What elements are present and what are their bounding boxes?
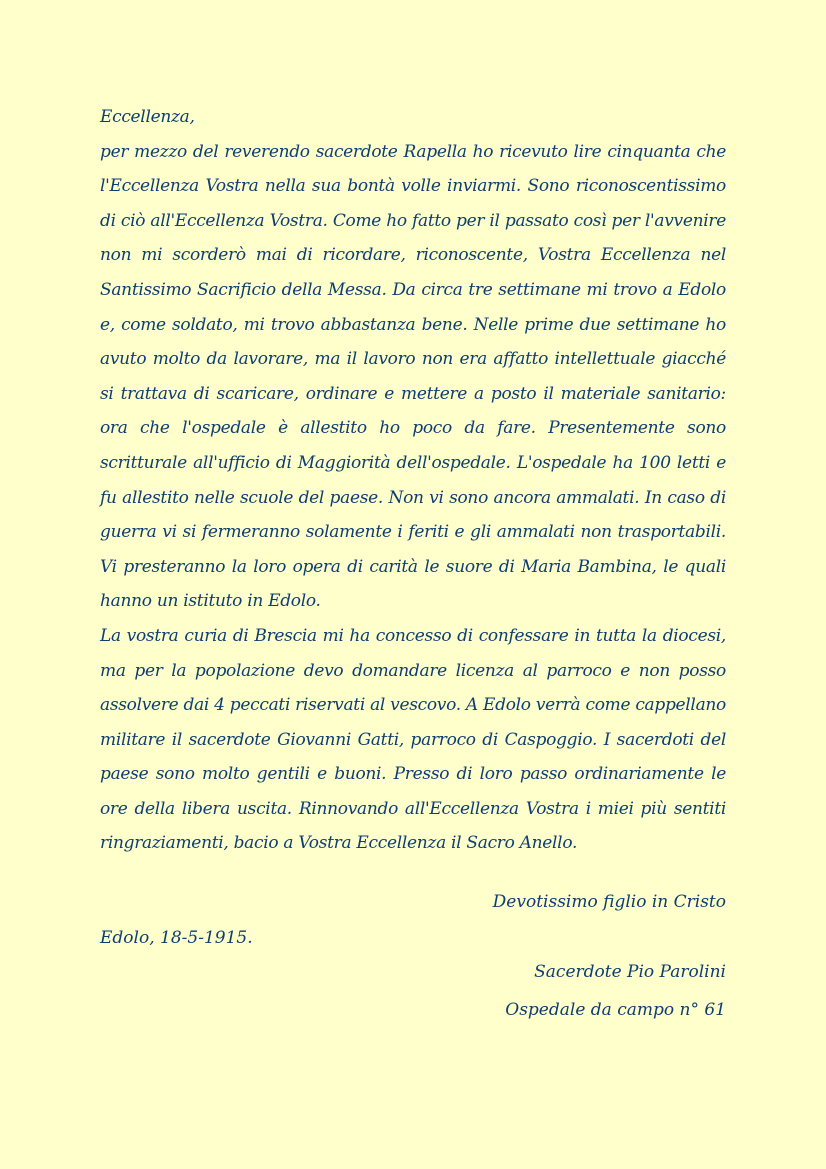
signature: Sacerdote Pio Parolini [534,962,726,982]
letter-body [100,100,726,861]
closing-formula: Devotissimo figlio in Cristo [492,892,726,912]
unit-line: Ospedale da campo n° 61 [505,1000,726,1020]
paragraph-2: La vostra curia di Brescia mi ha concesso di confessare in tutta la diocesi, ma per la popolazione devo domandare licenza al parroco e non posso assolvere dai 4 peccati riservati al vescovo. A Edolo verrà come cappellano militare il sacerdote Giovanni Gatti, parroco di Caspoggio. I sacerdoti del paese sono molto gentili e buoni. Presso di loro passo ordinariamente le ore della libera uscita. Rinnovando all'Eccellenza Vostra i miei più sentiti ringraziamenti, bacio a Vostra Eccellenza il Sacro Anello. [100,625,726,854]
paragraph-1: per mezzo del reverendo sacerdote Rapella ho ricevuto lire cinquanta che l'Eccellenza Vostra nella sua bontà volle inviarmi. Sono riconoscentissimo di ciò all'Eccellenza Vostra. Come ho fatto per il passato così per l'avvenire non mi scorderò mai di ricordare, riconoscente, Vostra Eccellenza nel Santissimo Sacrificio della Messa. Da circa tre settimane mi trovo a Edolo e, come soldato, mi trovo abbastanza bene. Nelle prime due settimane ho avuto molto da lavorare, ma il lavoro non era affatto intellettuale giacché si trattava di scaricare, ordinare e mettere a posto il materiale sanitario: ora che l'ospedale è allestito ho poco da fare. Presentemente sono scritturale all'ufficio di Maggiorità dell'ospedale. L'ospedale ha 100 letti e fu allestito nelle scuole del paese. Non vi sono ancora ammalati. In caso di guerra vi si fermeranno solamente i feriti e gli ammalati non trasportabili. Vi presteranno la loro opera di carità le suore di Maria Bambina, le quali hanno un istituto in Edolo. [100,141,726,612]
salutation: Eccellenza, [100,107,195,127]
place-and-date: Edolo, 18-5-1915. [100,928,253,948]
